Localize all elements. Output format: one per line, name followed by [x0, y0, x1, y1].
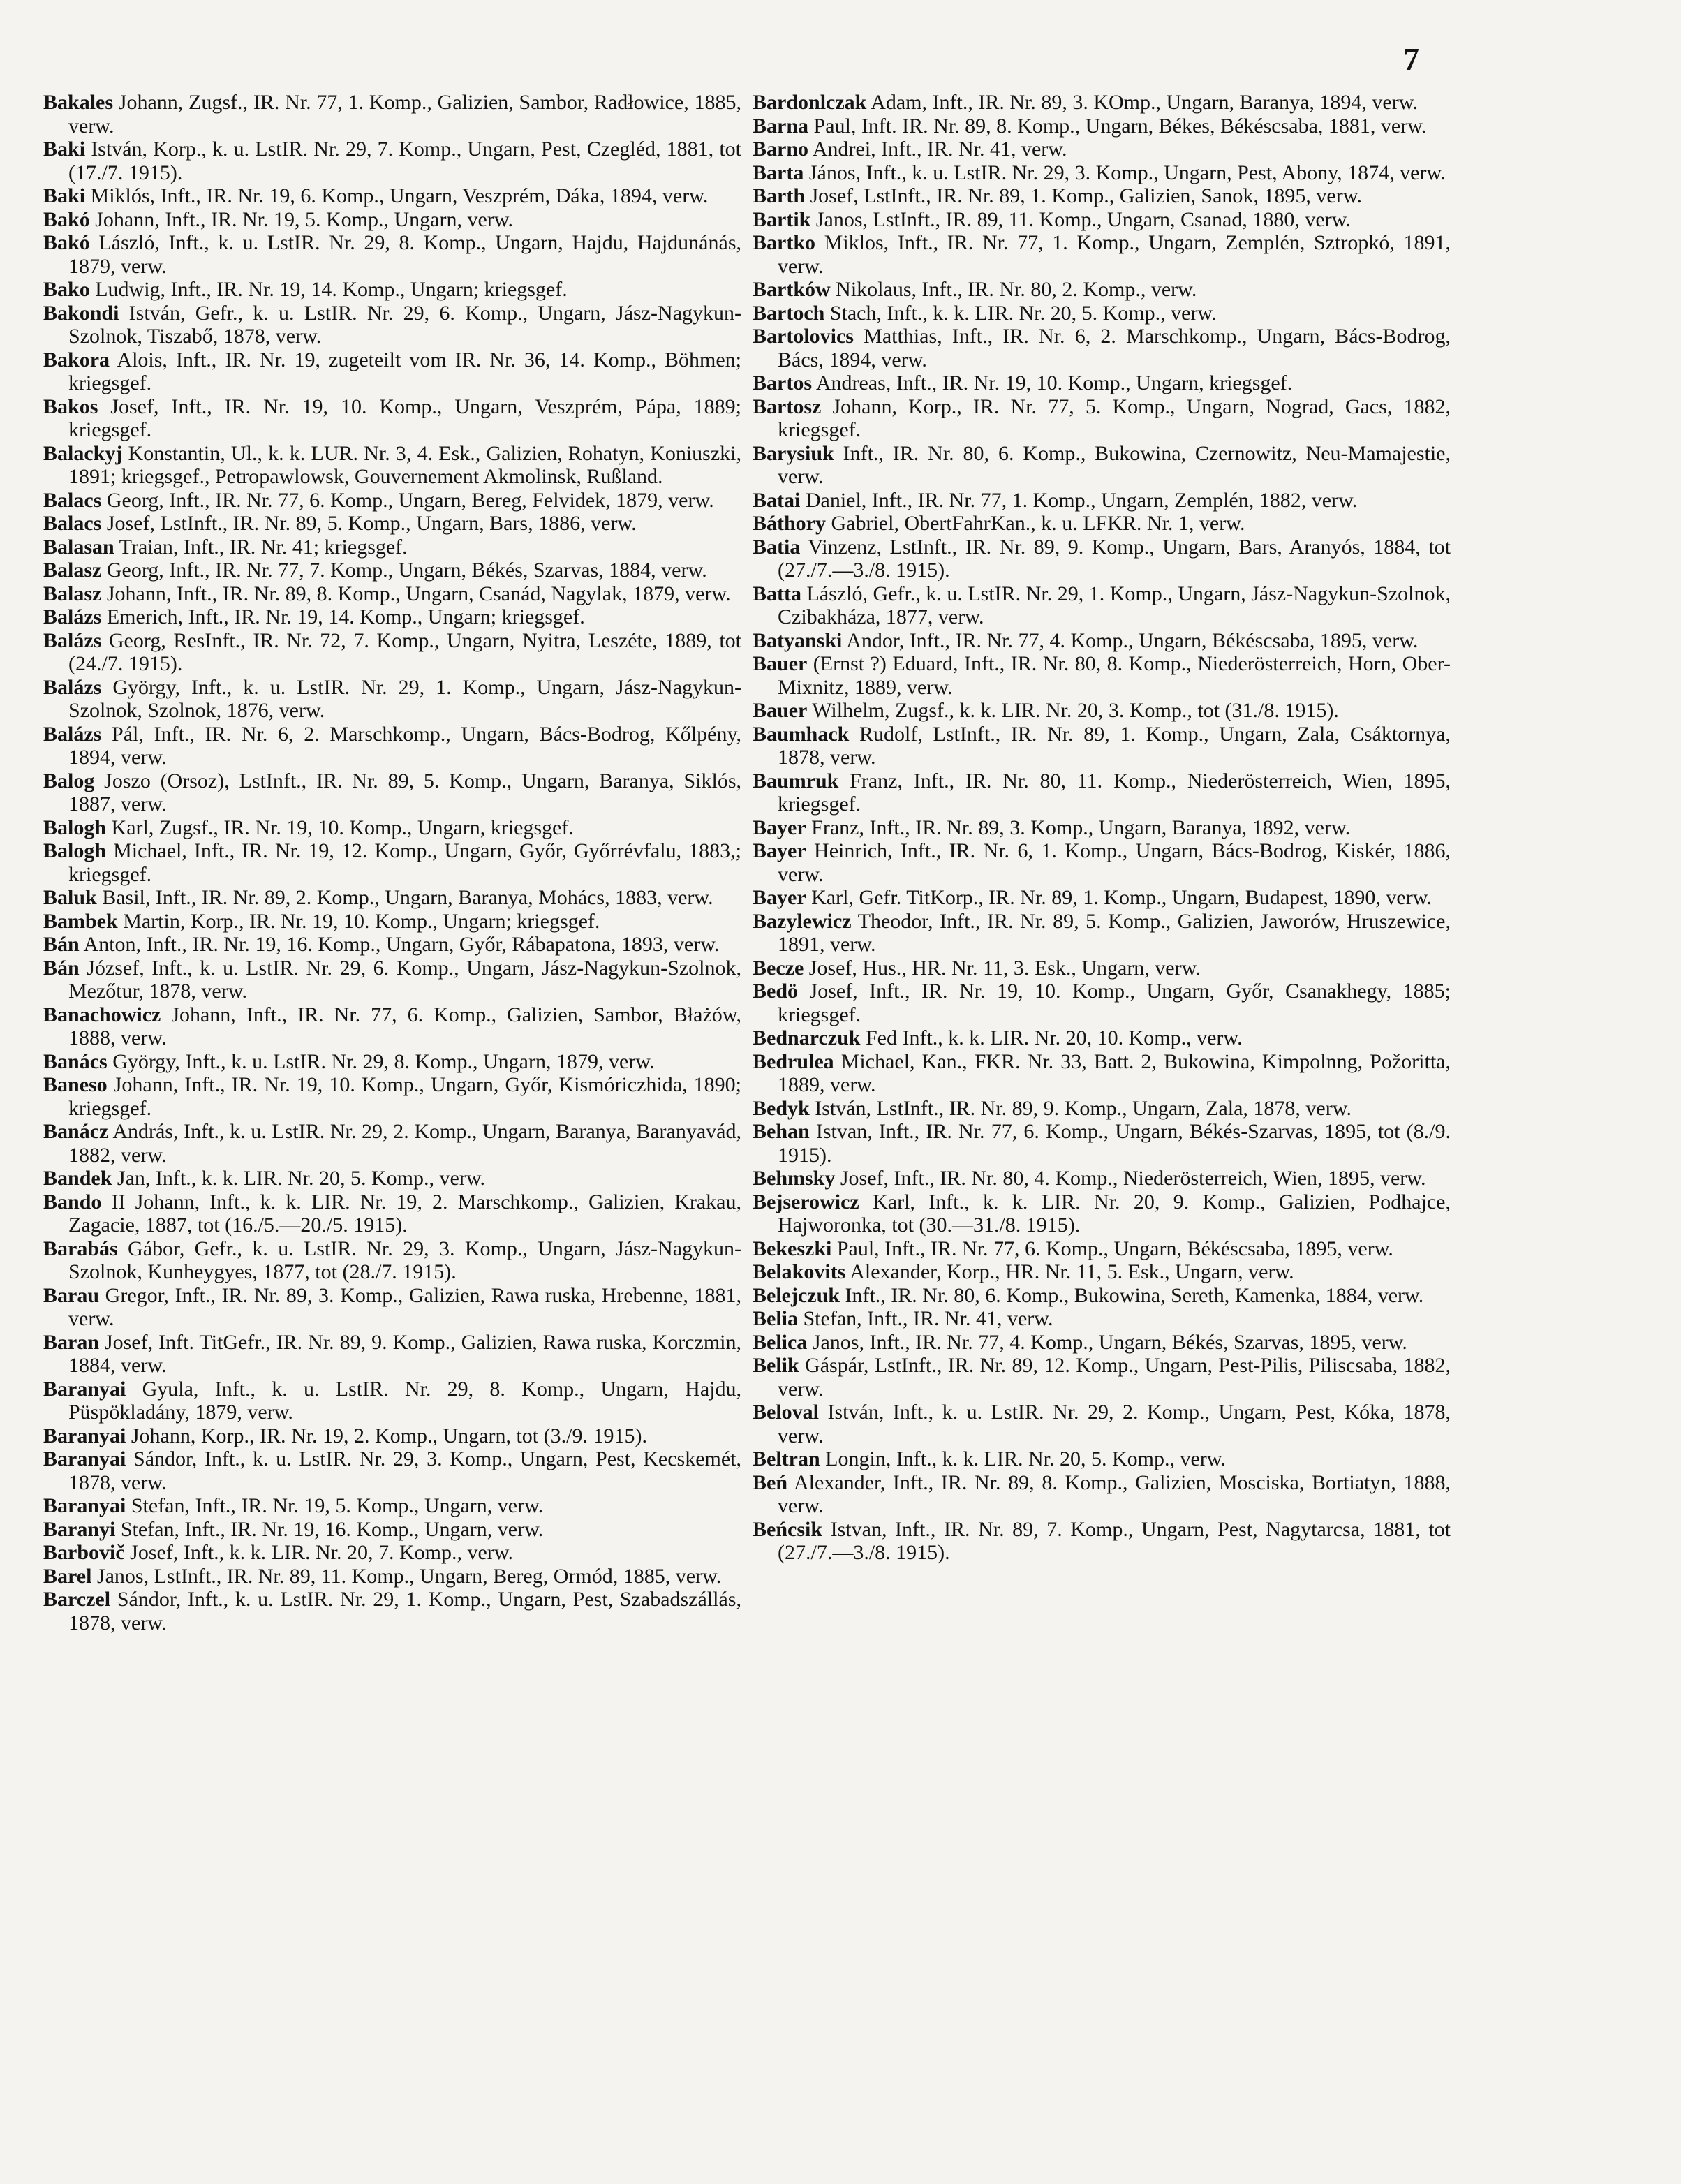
register-entry: [753, 652, 1451, 699]
entry-details: Stefan, Inft., IR. Nr. 19, 16. Komp., Ungarn, verw.: [115, 1517, 544, 1541]
entry-surname: Balázs: [43, 605, 102, 628]
entry-surname: Banácz: [43, 1120, 109, 1143]
left-column: [43, 91, 741, 1635]
register-entry: [753, 302, 1451, 325]
entry-surname: Baumhack: [753, 722, 850, 746]
entry-surname: Bazylewicz: [753, 909, 852, 933]
register-entry: [43, 489, 741, 512]
register-entry: [753, 1167, 1451, 1190]
register-entry: [43, 605, 741, 629]
entry-details: Janos, Inft., IR. Nr. 77, 4. Komp., Ungarn, Békés, Szarvas, 1895, verw.: [807, 1330, 1407, 1354]
register-entry: [43, 933, 741, 957]
register-entry: [43, 1237, 741, 1284]
entry-surname: Balog: [43, 769, 95, 792]
entry-surname: Bartik: [753, 207, 811, 231]
entry-details: Theodor, Inft., IR. Nr. 89, 5. Komp., Galizien, Jaworów, Hruszewice, 1891, verw.: [778, 909, 1451, 956]
register-entry: [753, 489, 1451, 512]
entry-details: Joszo (Orsoz), LstInft., IR. Nr. 89, 5. Komp., Ungarn, Baranya, Siklós, 1887, verw.: [68, 769, 741, 816]
register-entry: [753, 769, 1451, 816]
entry-surname: Barbovič: [43, 1541, 125, 1564]
register-entry: [43, 1331, 741, 1378]
entry-surname: Barczel: [43, 1588, 111, 1611]
register-entry: [43, 957, 741, 1003]
register-entry: [753, 184, 1451, 208]
register-entry: [753, 231, 1451, 278]
entry-surname: Bandek: [43, 1167, 112, 1190]
entry-details: Inft., IR. Nr. 80, 6. Komp., Bukowina, Sereth, Kamenka, 1884, verw.: [839, 1283, 1424, 1307]
entry-details: Josef, Inft., IR. Nr. 80, 4. Komp., Niederösterreich, Wien, 1895, verw.: [835, 1167, 1426, 1190]
register-entry: [43, 208, 741, 232]
entry-details: Johann, Korp., IR. Nr. 77, 5. Komp., Ungarn, Nograd, Gacs, 1882, kriegsgef.: [778, 394, 1451, 441]
entry-surname: Barth: [753, 184, 805, 207]
entry-details: Sándor, Inft., k. u. LstIR. Nr. 29, 1. Komp., Ungarn, Pest, Szabadszállás, 1878, verw.: [68, 1588, 741, 1635]
register-entry: [43, 184, 741, 208]
entry-surname: Baranyai: [43, 1447, 126, 1470]
entry-surname: Becze: [753, 956, 804, 980]
entry-details: Longin, Inft., k. k. LIR. Nr. 20, 5. Komp., verw.: [820, 1447, 1226, 1470]
entry-details: Paul, Inft., IR. Nr. 77, 6. Komp., Ungarn, Békéscsaba, 1895, verw.: [831, 1237, 1393, 1260]
entry-surname: Baranyai: [43, 1377, 126, 1401]
entry-details: József, Inft., k. u. LstIR. Nr. 29, 6. Komp., Ungarn, Jász-Nagykun-Szolnok, Mezőtur, 1878, verw.: [68, 956, 741, 1003]
entry-details: Wilhelm, Zugsf., k. k. LIR. Nr. 20, 3. Komp., tot (31./8. 1915).: [807, 699, 1339, 722]
entry-details: Gregor, Inft., IR. Nr. 89, 3. Komp., Galizien, Rawa ruska, Hrebenne, 1881, verw.: [68, 1283, 741, 1330]
entry-surname: Banachowicz: [43, 1003, 161, 1026]
entry-surname: Bambek: [43, 909, 118, 933]
entry-details: Basil, Inft., IR. Nr. 89, 2. Komp., Ungarn, Baranya, Mohács, 1883, verw.: [96, 886, 713, 909]
entry-surname: Barel: [43, 1564, 92, 1588]
entry-details: Andor, Inft., IR. Nr. 77, 4. Komp., Ungarn, Békéscsaba, 1895, verw.: [842, 628, 1419, 652]
register-entry: [43, 886, 741, 910]
entry-surname: Balackyj: [43, 441, 123, 465]
register-entry: [43, 1003, 741, 1050]
entry-details: Rudolf, LstInft., IR. Nr. 89, 1. Komp., Ungarn, Zala, Csáktornya, 1878, verw.: [778, 722, 1451, 769]
entry-surname: Bedyk: [753, 1096, 810, 1120]
register-entry: [43, 769, 741, 816]
register-entry: [753, 839, 1451, 886]
entry-details: Georg, Inft., IR. Nr. 77, 7. Komp., Ungarn, Békés, Szarvas, 1884, verw.: [101, 559, 707, 582]
entry-details: Johann, Korp., IR. Nr. 19, 2. Komp., Ungarn, tot (3./9. 1915).: [126, 1424, 647, 1447]
register-entry: [753, 161, 1451, 185]
register-entry: [753, 1307, 1451, 1331]
entry-surname: Baranyi: [43, 1517, 116, 1541]
entry-details: Miklós, Inft., IR. Nr. 19, 6. Komp., Ungarn, Veszprém, Dáka, 1894, verw.: [85, 184, 709, 207]
register-entry: [753, 1050, 1451, 1097]
entry-surname: Batai: [753, 488, 801, 512]
register-entry: [753, 1026, 1451, 1050]
register-entry: [753, 1190, 1451, 1237]
register-entry: [753, 138, 1451, 161]
entry-surname: Báthory: [753, 512, 826, 535]
entry-surname: Bando: [43, 1190, 102, 1213]
register-entry: [753, 816, 1451, 840]
entry-details: Josef, Inft., IR. Nr. 19, 10. Komp., Ungarn, Győr, Csanakhegy, 1885; kriegsgef.: [778, 980, 1451, 1026]
entry-details: Michael, Kan., FKR. Nr. 33, Batt. 2, Bukowina, Kimpolnng, Požoritta, 1889, verw.: [778, 1049, 1451, 1096]
register-entry: [753, 395, 1451, 442]
entry-surname: Beloval: [753, 1401, 819, 1424]
register-entry: [43, 1494, 741, 1518]
entry-details: Josef, Inft., IR. Nr. 19, 10. Komp., Ungarn, Veszprém, Pápa, 1889; kriegsgef.: [68, 394, 741, 441]
entry-surname: Bekeszki: [753, 1237, 832, 1260]
register-entry: [43, 1120, 741, 1167]
entry-details: István, LstInft., IR. Nr. 89, 9. Komp., Ungarn, Zala, 1878, verw.: [809, 1096, 1352, 1120]
register-entry: [753, 886, 1451, 910]
register-entry: [753, 957, 1451, 980]
register-entry: [43, 442, 741, 489]
entry-surname: Baumruk: [753, 769, 839, 792]
entry-details: Josef, Inft., k. k. LIR. Nr. 20, 7. Komp., verw.: [124, 1541, 513, 1564]
entry-details: Alexander, Korp., HR. Nr. 11, 5. Esk., Ungarn, verw.: [845, 1260, 1294, 1283]
entry-details: Miklos, Inft., IR. Nr. 77, 1. Komp., Ungarn, Zemplén, Sztropkó, 1891, verw.: [778, 231, 1451, 278]
entry-surname: Belakovits: [753, 1260, 846, 1283]
register-entry: [43, 1518, 741, 1542]
entry-details: Martin, Korp., IR. Nr. 19, 10. Komp., Ungarn; kriegsgef.: [117, 909, 600, 933]
entry-details: István, Inft., k. u. LstIR. Nr. 29, 2. Komp., Ungarn, Pest, Kóka, 1878, verw.: [778, 1401, 1451, 1447]
right-column: [753, 91, 1451, 1565]
entry-surname: Batyanski: [753, 628, 843, 652]
entry-details: Josef, LstInft., IR. Nr. 89, 5. Komp., Ungarn, Bars, 1886, verw.: [101, 512, 637, 535]
entry-surname: Bartoch: [753, 301, 825, 325]
entry-details: Konstantin, Ul., k. k. LUR. Nr. 3, 4. Esk., Galizien, Rohatyn, Koniuszki, 1891; kriegsgef., Petropawlowsk, Gouvernement Akmolinsk, Rußland.: [68, 441, 741, 488]
entry-surname: Barna: [753, 114, 809, 138]
entry-details: Pál, Inft., IR. Nr. 6, 2. Marschkomp., Ungarn, Bács-Bodrog, Kőlpény, 1894, verw.: [68, 722, 741, 769]
entry-surname: Bartków: [753, 278, 831, 301]
entry-details: Istvan, Inft., IR. Nr. 77, 6. Komp., Ungarn, Békés-Szarvas, 1895, tot (8./9. 1915).: [778, 1120, 1451, 1167]
register-entry: [753, 278, 1451, 302]
entry-surname: Balázs: [43, 675, 102, 699]
register-entry: [43, 582, 741, 606]
entry-details: Johann, Inft., IR. Nr. 19, 5. Komp., Ungarn, verw.: [89, 207, 514, 231]
register-entry: [753, 980, 1451, 1026]
entry-surname: Baneso: [43, 1073, 108, 1096]
entry-surname: Banács: [43, 1049, 108, 1073]
entry-surname: Belica: [753, 1330, 808, 1354]
entry-surname: Baki: [43, 138, 86, 161]
entry-details: Andrei, Inft., IR. Nr. 41, verw.: [808, 138, 1067, 161]
register-entry: [753, 371, 1451, 395]
entry-surname: Bako: [43, 278, 90, 301]
entry-details: II Johann, Inft., k. k. LIR. Nr. 19, 2. Marschkomp., Galizien, Krakau, Zagacie, 1887, tot (16./5.—20./5. 1915).: [68, 1190, 741, 1237]
register-entry: [43, 1050, 741, 1074]
entry-details: Franz, Inft., IR. Nr. 80, 11. Komp., Niederösterreich, Wien, 1895, kriegsgef.: [778, 769, 1451, 816]
register-entry: [43, 138, 741, 184]
entry-details: Inft., IR. Nr. 80, 6. Komp., Bukowina, Czernowitz, Neu-Mamajestie, verw.: [778, 441, 1451, 488]
entry-details: Georg, ResInft., IR. Nr. 72, 7. Komp., Ungarn, Nyitra, Leszéte, 1889, tot (24./7. 1915).: [68, 628, 741, 675]
register-entry: [43, 536, 741, 559]
page-number: 7: [1403, 41, 1419, 77]
register-entry: [753, 629, 1451, 653]
entry-surname: Beńcsik: [753, 1517, 823, 1541]
entry-surname: Bartos: [753, 371, 812, 394]
entry-surname: Balogh: [43, 816, 107, 839]
entry-details: Sándor, Inft., k. u. LstIR. Nr. 29, 3. Komp., Ungarn, Pest, Kecskemét, 1878, verw.: [68, 1447, 741, 1494]
entry-details: Paul, Inft. IR. Nr. 89, 8. Komp., Ungarn, Békes, Békéscsaba, 1881, verw.: [808, 114, 1427, 138]
entry-surname: Bejserowicz: [753, 1190, 859, 1213]
entry-details: Andreas, Inft., IR. Nr. 19, 10. Komp., Ungarn, kriegsgef.: [812, 371, 1293, 394]
entry-surname: Bednarczuk: [753, 1026, 861, 1049]
entry-surname: Beltran: [753, 1447, 820, 1470]
entry-surname: Bayer: [753, 839, 806, 862]
register-entry: [43, 816, 741, 840]
entry-details: Istvan, Inft., IR. Nr. 89, 7. Komp., Ungarn, Pest, Nagytarcsa, 1881, tot (27./7.—3./8. 1915).: [778, 1517, 1451, 1564]
register-entry: [43, 723, 741, 769]
entry-surname: Bartosz: [753, 394, 822, 418]
register-entry: [43, 302, 741, 348]
entry-surname: Baranyai: [43, 1494, 126, 1517]
entry-details: Jan, Inft., k. k. LIR. Nr. 20, 5. Komp., verw.: [112, 1167, 486, 1190]
register-entry: [43, 559, 741, 582]
entry-details: Georg, Inft., IR. Nr. 77, 6. Komp., Ungarn, Bereg, Felvidek, 1879, verw.: [101, 488, 714, 512]
entry-surname: Bakó: [43, 231, 90, 254]
entry-surname: Balasan: [43, 535, 114, 559]
entry-surname: Bayer: [753, 886, 806, 909]
register-entry: [753, 1354, 1451, 1401]
entry-details: Emerich, Inft., IR. Nr. 19, 14. Komp., Ungarn; kriegsgef.: [101, 605, 585, 628]
entry-details: György, Inft., k. u. LstIR. Nr. 29, 8. Komp., Ungarn, 1879, verw.: [107, 1049, 655, 1073]
entry-details: Traian, Inft., IR. Nr. 41; kriegsgef.: [114, 535, 408, 559]
register-entry: [753, 723, 1451, 769]
entry-details: Stefan, Inft., IR. Nr. 19, 5. Komp., Ungarn, verw.: [126, 1494, 544, 1517]
entry-surname: Bakos: [43, 394, 98, 418]
entry-details: Heinrich, Inft., IR. Nr. 6, 1. Komp., Ungarn, Bács-Bodrog, Kiskér, 1886, verw.: [778, 839, 1451, 886]
entry-surname: Balogh: [43, 839, 107, 862]
register-entry: [43, 1284, 741, 1331]
register-entry: [43, 1073, 741, 1120]
entry-details: Ludwig, Inft., IR. Nr. 19, 14. Komp., Ungarn; kriegsgef.: [89, 278, 568, 301]
entry-surname: Balasz: [43, 559, 102, 582]
entry-surname: Balázs: [43, 628, 102, 652]
entry-surname: Behan: [753, 1120, 810, 1143]
register-entry: [43, 1167, 741, 1190]
entry-surname: Barabás: [43, 1237, 118, 1260]
entry-details: Johann, Inft., IR. Nr. 19, 10. Komp., Ungarn, Győr, Kismóriczhida, 1890; kriegsgef.: [68, 1073, 741, 1120]
register-entry: [753, 1120, 1451, 1167]
entry-surname: Bauer: [753, 652, 808, 675]
entry-details: Alexander, Inft., IR. Nr. 89, 8. Komp., Galizien, Mosciska, Bortiatyn, 1888, verw.: [778, 1470, 1451, 1517]
entry-surname: Baki: [43, 184, 86, 207]
register-entry: [43, 91, 741, 138]
entry-surname: Batia: [753, 535, 801, 559]
entry-details: Josef, Inft. TitGefr., IR. Nr. 89, 9. Komp., Galizien, Rawa ruska, Korczmin, 1884, verw.: [68, 1330, 741, 1377]
entry-surname: Bedö: [753, 980, 799, 1003]
register-entry: [753, 699, 1451, 723]
entry-surname: Bakora: [43, 348, 110, 371]
entry-surname: Baranyai: [43, 1424, 126, 1447]
register-entry: [43, 1565, 741, 1588]
entry-surname: Balasz: [43, 582, 102, 605]
register-entry: [753, 512, 1451, 536]
register-entry: [753, 1447, 1451, 1471]
register-entry: [43, 512, 741, 536]
entry-surname: Belia: [753, 1307, 798, 1330]
entry-surname: Bedrulea: [753, 1049, 834, 1073]
entry-details: Daniel, Inft., IR. Nr. 77, 1. Komp., Ungarn, Zemplén, 1882, verw.: [800, 488, 1358, 512]
entry-details: Johann, Zugsf., IR. Nr. 77, 1. Komp., Galizien, Sambor, Radłowice, 1885, verw.: [68, 91, 741, 138]
entry-surname: Bayer: [753, 816, 806, 839]
register-entry: [753, 1237, 1451, 1261]
register-entry: [753, 1401, 1451, 1447]
register-entry: [43, 910, 741, 934]
entry-details: Matthias, Inft., IR. Nr. 6, 2. Marschkomp., Ungarn, Bács-Bodrog, Bács, 1894, verw.: [778, 325, 1451, 371]
entry-details: Gáspár, LstInft., IR. Nr. 89, 12. Komp., Ungarn, Pest-Pilis, Piliscsaba, 1882, verw.: [778, 1354, 1451, 1401]
entry-surname: Barau: [43, 1283, 100, 1307]
entry-details: György, Inft., k. u. LstIR. Nr. 29, 1. Komp., Ungarn, Jász-Nagykun-Szolnok, Szolnok, 1876, verw.: [68, 675, 741, 722]
entry-details: Gábor, Gefr., k. u. LstIR. Nr. 29, 3. Komp., Ungarn, Jász-Nagykun-Szolnok, Kunheygyes, 1877, tot (28./7. 1915).: [68, 1237, 741, 1283]
entry-surname: Bardonlczak: [753, 91, 867, 114]
entry-surname: Bartolovics: [753, 325, 854, 348]
entry-details: Stefan, Inft., IR. Nr. 41, verw.: [798, 1307, 1053, 1330]
entry-surname: Bauer: [753, 699, 808, 722]
entry-surname: Baran: [43, 1330, 100, 1354]
entry-details: Michael, Inft., IR. Nr. 19, 12. Komp., Ungarn, Győr, Győrrévfalu, 1883,; kriegsgef.: [68, 839, 741, 886]
entry-surname: Barysiuk: [753, 441, 834, 465]
entry-details: Johann, Inft., IR. Nr. 89, 8. Komp., Ungarn, Csanád, Nagylak, 1879, verw.: [101, 582, 731, 605]
register-entry: [753, 91, 1451, 115]
register-entry: [43, 348, 741, 395]
entry-surname: Baluk: [43, 886, 97, 909]
entry-details: Fed Inft., k. k. LIR. Nr. 20, 10. Komp., verw.: [860, 1026, 1243, 1049]
entry-details: Adam, Inft., IR. Nr. 89, 3. KOmp., Ungarn, Baranya, 1894, verw.: [866, 91, 1418, 114]
entry-surname: Belejczuk: [753, 1283, 840, 1307]
entry-details: Alois, Inft., IR. Nr. 19, zugeteilt vom IR. Nr. 36, 14. Komp., Böhmen; kriegsgef.: [68, 348, 741, 394]
entry-details: Vinzenz, LstInft., IR. Nr. 89, 9. Komp., Ungarn, Bars, Aranyós, 1884, tot (27./7.—3./8. 1915).: [778, 535, 1451, 582]
register-entry: [753, 1331, 1451, 1355]
entry-details: (Ernst ?) Eduard, Inft., IR. Nr. 80, 8. Komp., Niederösterreich, Horn, Ober-Mixnitz, 1889, verw.: [778, 652, 1451, 699]
register-entry: [43, 1541, 741, 1565]
register-entry: [43, 839, 741, 886]
register-entry: [753, 208, 1451, 232]
entry-surname: Bartko: [753, 231, 815, 254]
register-entry: [43, 231, 741, 278]
entry-details: István, Korp., k. u. LstIR. Nr. 29, 7. Komp., Ungarn, Pest, Czegléd, 1881, tot (17./7. 1915).: [68, 138, 741, 184]
register-entry: [753, 115, 1451, 138]
entry-surname: Bakondi: [43, 301, 119, 325]
entry-details: Karl, Inft., k. k. LIR. Nr. 20, 9. Komp., Galizien, Podhajce, Hajworonka, tot (30.—31./8. 1915).: [778, 1190, 1451, 1237]
register-entry: [43, 1424, 741, 1448]
register-entry: [753, 536, 1451, 582]
register-entry: [43, 629, 741, 676]
entry-details: Anton, Inft., IR. Nr. 19, 16. Komp., Ungarn, Győr, Rábapatona, 1893, verw.: [79, 933, 720, 956]
entry-surname: Belik: [753, 1354, 799, 1377]
register-entry: [43, 676, 741, 723]
register-entry: [753, 582, 1451, 629]
entry-details: János, Inft., k. u. LstIR. Nr. 29, 3. Komp., Ungarn, Pest, Abony, 1874, verw.: [804, 161, 1446, 184]
entry-surname: Batta: [753, 582, 801, 605]
entry-details: Josef, Hus., HR. Nr. 11, 3. Esk., Ungarn, verw.: [804, 956, 1201, 980]
entry-details: Karl, Zugsf., IR. Nr. 19, 10. Komp., Ungarn, kriegsgef.: [106, 816, 574, 839]
entry-details: István, Gefr., k. u. LstIR. Nr. 29, 6. Komp., Ungarn, Jász-Nagykun-Szolnok, Tiszabő, 1878, verw.: [68, 301, 741, 348]
entry-details: András, Inft., k. u. LstIR. Nr. 29, 2. Komp., Ungarn, Baranya, Baranyavád, 1882, verw.: [68, 1120, 741, 1167]
register-entry: [753, 1260, 1451, 1284]
entry-surname: Bakó: [43, 207, 90, 231]
register-entry: [43, 395, 741, 442]
register-entry: [753, 1284, 1451, 1308]
entry-surname: Balacs: [43, 488, 102, 512]
entry-details: Josef, LstInft., IR. Nr. 89, 1. Komp., Galizien, Sanok, 1895, verw.: [805, 184, 1362, 207]
entry-details: László, Inft., k. u. LstIR. Nr. 29, 8. Komp., Ungarn, Hajdu, Hajdunánás, 1879, verw.: [68, 231, 741, 278]
entry-surname: Barno: [753, 138, 809, 161]
entry-details: Stach, Inft., k. k. LIR. Nr. 20, 5. Komp., verw.: [824, 301, 1217, 325]
register-entry: [753, 1471, 1451, 1518]
entry-details: Franz, Inft., IR. Nr. 89, 3. Komp., Ungarn, Baranya, 1892, verw.: [806, 816, 1351, 839]
entry-surname: Bán: [43, 956, 80, 980]
register-entry: [753, 325, 1451, 371]
entry-surname: Balacs: [43, 512, 102, 535]
entry-details: Janos, LstInft., IR. Nr. 89, 11. Komp., Ungarn, Bereg, Ormód, 1885, verw.: [91, 1564, 722, 1588]
entry-details: Johann, Inft., IR. Nr. 77, 6. Komp., Galizien, Sambor, Błażów, 1888, verw.: [68, 1003, 741, 1049]
entry-details: László, Gefr., k. u. LstIR. Nr. 29, 1. Komp., Ungarn, Jász-Nagykun-Szolnok, Czibakháza, 1877, verw.: [778, 582, 1451, 628]
register-entry: [43, 1190, 741, 1237]
register-entry: [43, 1588, 741, 1635]
register-entry: [43, 278, 741, 302]
entry-surname: Bán: [43, 933, 80, 956]
entry-surname: Bakales: [43, 91, 114, 114]
entry-details: Karl, Gefr. TitKorp., IR. Nr. 89, 1. Komp., Ungarn, Budapest, 1890, verw.: [806, 886, 1432, 909]
entry-details: Gyula, Inft., k. u. LstIR. Nr. 29, 8. Komp., Ungarn, Hajdu, Püspökladány, 1879, verw.: [68, 1377, 741, 1424]
entry-details: Gabriel, ObertFahrKan., k. u. LFKR. Nr. 1, verw.: [826, 512, 1245, 535]
entry-details: Nikolaus, Inft., IR. Nr. 80, 2. Komp., verw.: [830, 278, 1197, 301]
entry-details: Janos, LstInft., IR. 89, 11. Komp., Ungarn, Csanad, 1880, verw.: [810, 207, 1351, 231]
register-entry: [753, 1097, 1451, 1121]
register-entry: [753, 1518, 1451, 1565]
register-entry: [43, 1378, 741, 1424]
register-entry: [753, 910, 1451, 957]
entry-surname: Barta: [753, 161, 804, 184]
entry-surname: Beń: [753, 1470, 788, 1494]
entry-surname: Balázs: [43, 722, 102, 746]
register-entry: [43, 1447, 741, 1494]
entry-surname: Behmsky: [753, 1167, 836, 1190]
register-entry: [753, 442, 1451, 489]
